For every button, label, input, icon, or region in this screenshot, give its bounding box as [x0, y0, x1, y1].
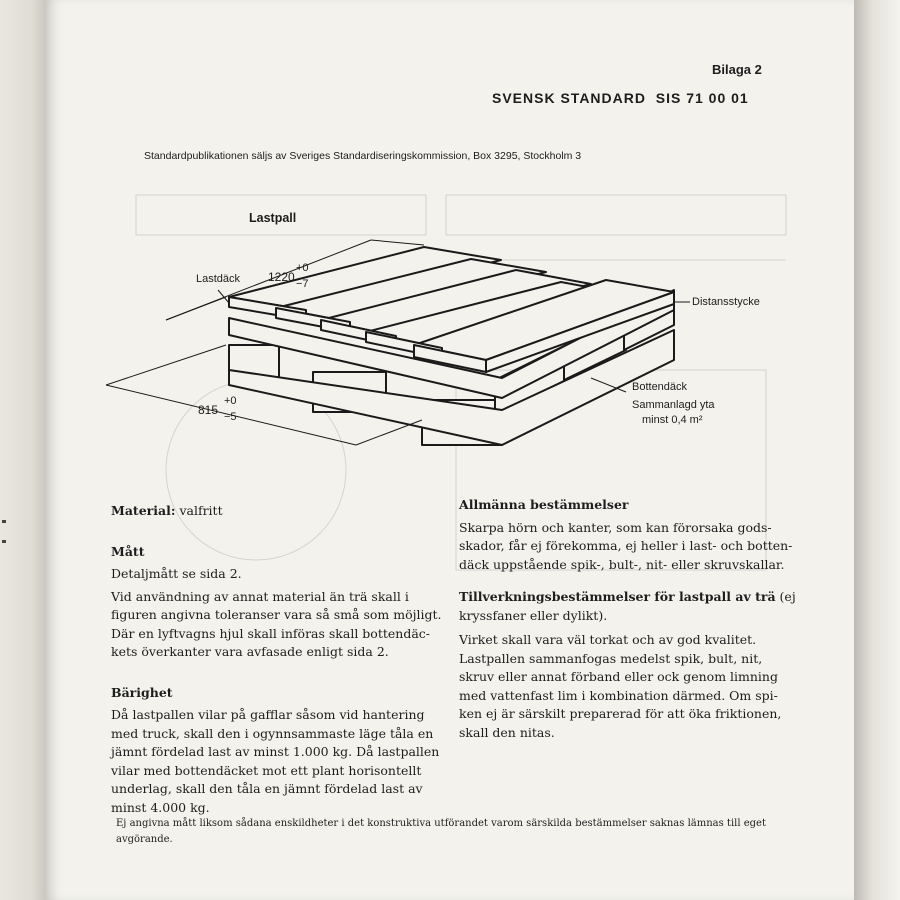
figure-title: Lastpall [249, 211, 297, 225]
label-minst-area: minst 0,4 m² [642, 414, 703, 426]
bilaga-label: Bilaga 2 [712, 62, 762, 77]
heading-tillverkning: Tillverkningsbestämmelser för lastpall av trä (ej [459, 589, 796, 604]
tillverkning-heading-line2: kryssfaner eller dylikt). [459, 607, 608, 623]
matt-paragraph: Vid användning av annat material än trä skall i figuren angivna toleranser vara så små som möjligt. Där en lyftvagns hjul skall införas skall bottendäc- kets överkanter vara avfasade enligt sida 2. [111, 588, 442, 659]
barighet-paragraph: Då lastpallen vilar på gafflar såsom vid hantering med truck, skall den i ogynnsammaste läge tåla en jämnt fördelad last av minst 1.000 kg. Då lastpallen vilar med bottendäcket mot ett plant horisontellt underlag, skall den tåla en jämnt fördelad last av minst 4.000 kg. [111, 707, 440, 815]
publisher-line: Standardpublikationen säljs av Sveriges Standardiseringskommission, Box 3295, Stockholm 3 [144, 150, 582, 162]
label-length-value: 1220 [268, 270, 295, 284]
heading-barighet: Bärighet [111, 684, 173, 700]
label-length-tol-minus: −7 [296, 278, 309, 290]
label-distansstycke: Distansstycke [692, 296, 760, 308]
left-column [111, 502, 451, 817]
dimension-line [371, 240, 424, 245]
material-line: Material: valfritt [111, 503, 223, 518]
dimension-line [106, 345, 226, 385]
heading-matt: Mått [111, 543, 145, 559]
allmanna-paragraph: Skarpa hörn och kanter, som kan förorsaka gods- skador, får ej förekomma, ej heller i last- och botten- däck uppstående spik-, bult-, nit- eller skruvskallar. [459, 519, 793, 572]
standard-title: SVENSK STANDARD SIS 71 00 01 [492, 90, 749, 106]
label-bottendack: Bottendäck [632, 381, 688, 393]
document-page [46, 0, 854, 900]
right-column [459, 496, 809, 742]
heading-allmanna: Allmänna bestämmelser [459, 497, 629, 512]
tillverkning-paragraph: Virket skall vara väl torkat och av god kvalitet. Lastpallen sammanfogas medelst spik, bult, nit, skruv eller annat förband eller ock genom limning med vattenfast lim i kombination därmed. Om spi- ken ej är särskilt preparerad för att öka friktionen, skall den nitas. [459, 632, 782, 740]
right-page-edge [854, 0, 900, 900]
page-edge-mark [2, 520, 6, 523]
matt-detail: Detaljmått se sida 2. [111, 566, 242, 581]
left-page-edge [0, 0, 46, 900]
label-length-tol-plus: +0 [296, 262, 309, 274]
footnote: Ej angivna mått liksom sådana enskildheter i det konstruktiva utförandet varom särskilda bestämmelser saknas lämnas till eget avgörande. [116, 818, 766, 845]
label-width-value: 815 [198, 403, 219, 417]
label-width-tol-minus: −5 [224, 411, 237, 423]
label-width-tol-plus: +0 [224, 395, 237, 407]
label-lastdack: Lastdäck [196, 273, 241, 285]
dimension-line [356, 420, 422, 445]
label-sammanlagd: Sammanlagd yta [632, 399, 715, 411]
page-edge-mark [2, 540, 6, 543]
